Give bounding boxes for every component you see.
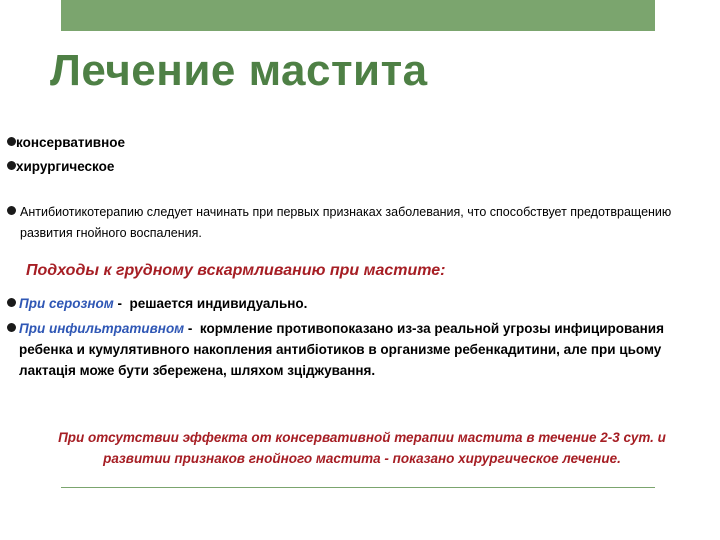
- top-accent-bar: [61, 0, 655, 31]
- method-label: хирургическое: [16, 159, 115, 174]
- antibiotic-note-text: Антибиотикотерапию следует начинать при первых признаках заболевания, что способствует предотвращению развития гнойного воспаления.: [20, 205, 672, 240]
- bullet-dot-icon: [7, 137, 16, 146]
- approach-category: При инфильтративном: [19, 321, 185, 336]
- approach-separator: -: [113, 296, 130, 311]
- bullet-dot-icon: [7, 206, 16, 215]
- approach-item-serous: [7, 293, 307, 314]
- bottom-divider-line: [61, 487, 655, 488]
- bullet-dot-icon: [7, 298, 16, 307]
- approach-description: кормление противопоказано из-за реальной угрозы инфицирования ребенка и кумулятивного накопления антибіотиков в организме ребенкадитини, але при цьому лактація може бути збережена, шляхом зціджування.: [19, 321, 664, 378]
- approach-separator: -: [184, 321, 200, 336]
- approach-text: [19, 293, 307, 314]
- bullet-dot-icon: [7, 323, 16, 332]
- bullet-dot-icon: [7, 161, 16, 170]
- approach-category: При серозном: [19, 296, 114, 311]
- method-label: консервативное: [16, 135, 125, 150]
- surgery-indication-note: При отсутствии эффекта от консервативной терапии мастита в течение 2-3 сут. и развитии признаков гнойного мастита - показано хирургическое лечение.: [58, 430, 666, 466]
- antibiotic-note-item: [7, 202, 700, 244]
- approach-text: [19, 318, 709, 381]
- slide-title: Лечение мастита: [50, 46, 428, 95]
- method-item-conservative: [7, 132, 125, 153]
- method-item-surgical: [7, 156, 114, 177]
- breastfeeding-heading: Подходы к грудному вскармливанию при мастите:: [26, 262, 446, 279]
- approach-item-infiltrative: [7, 318, 709, 381]
- approach-description: решается индивидуально.: [129, 296, 308, 311]
